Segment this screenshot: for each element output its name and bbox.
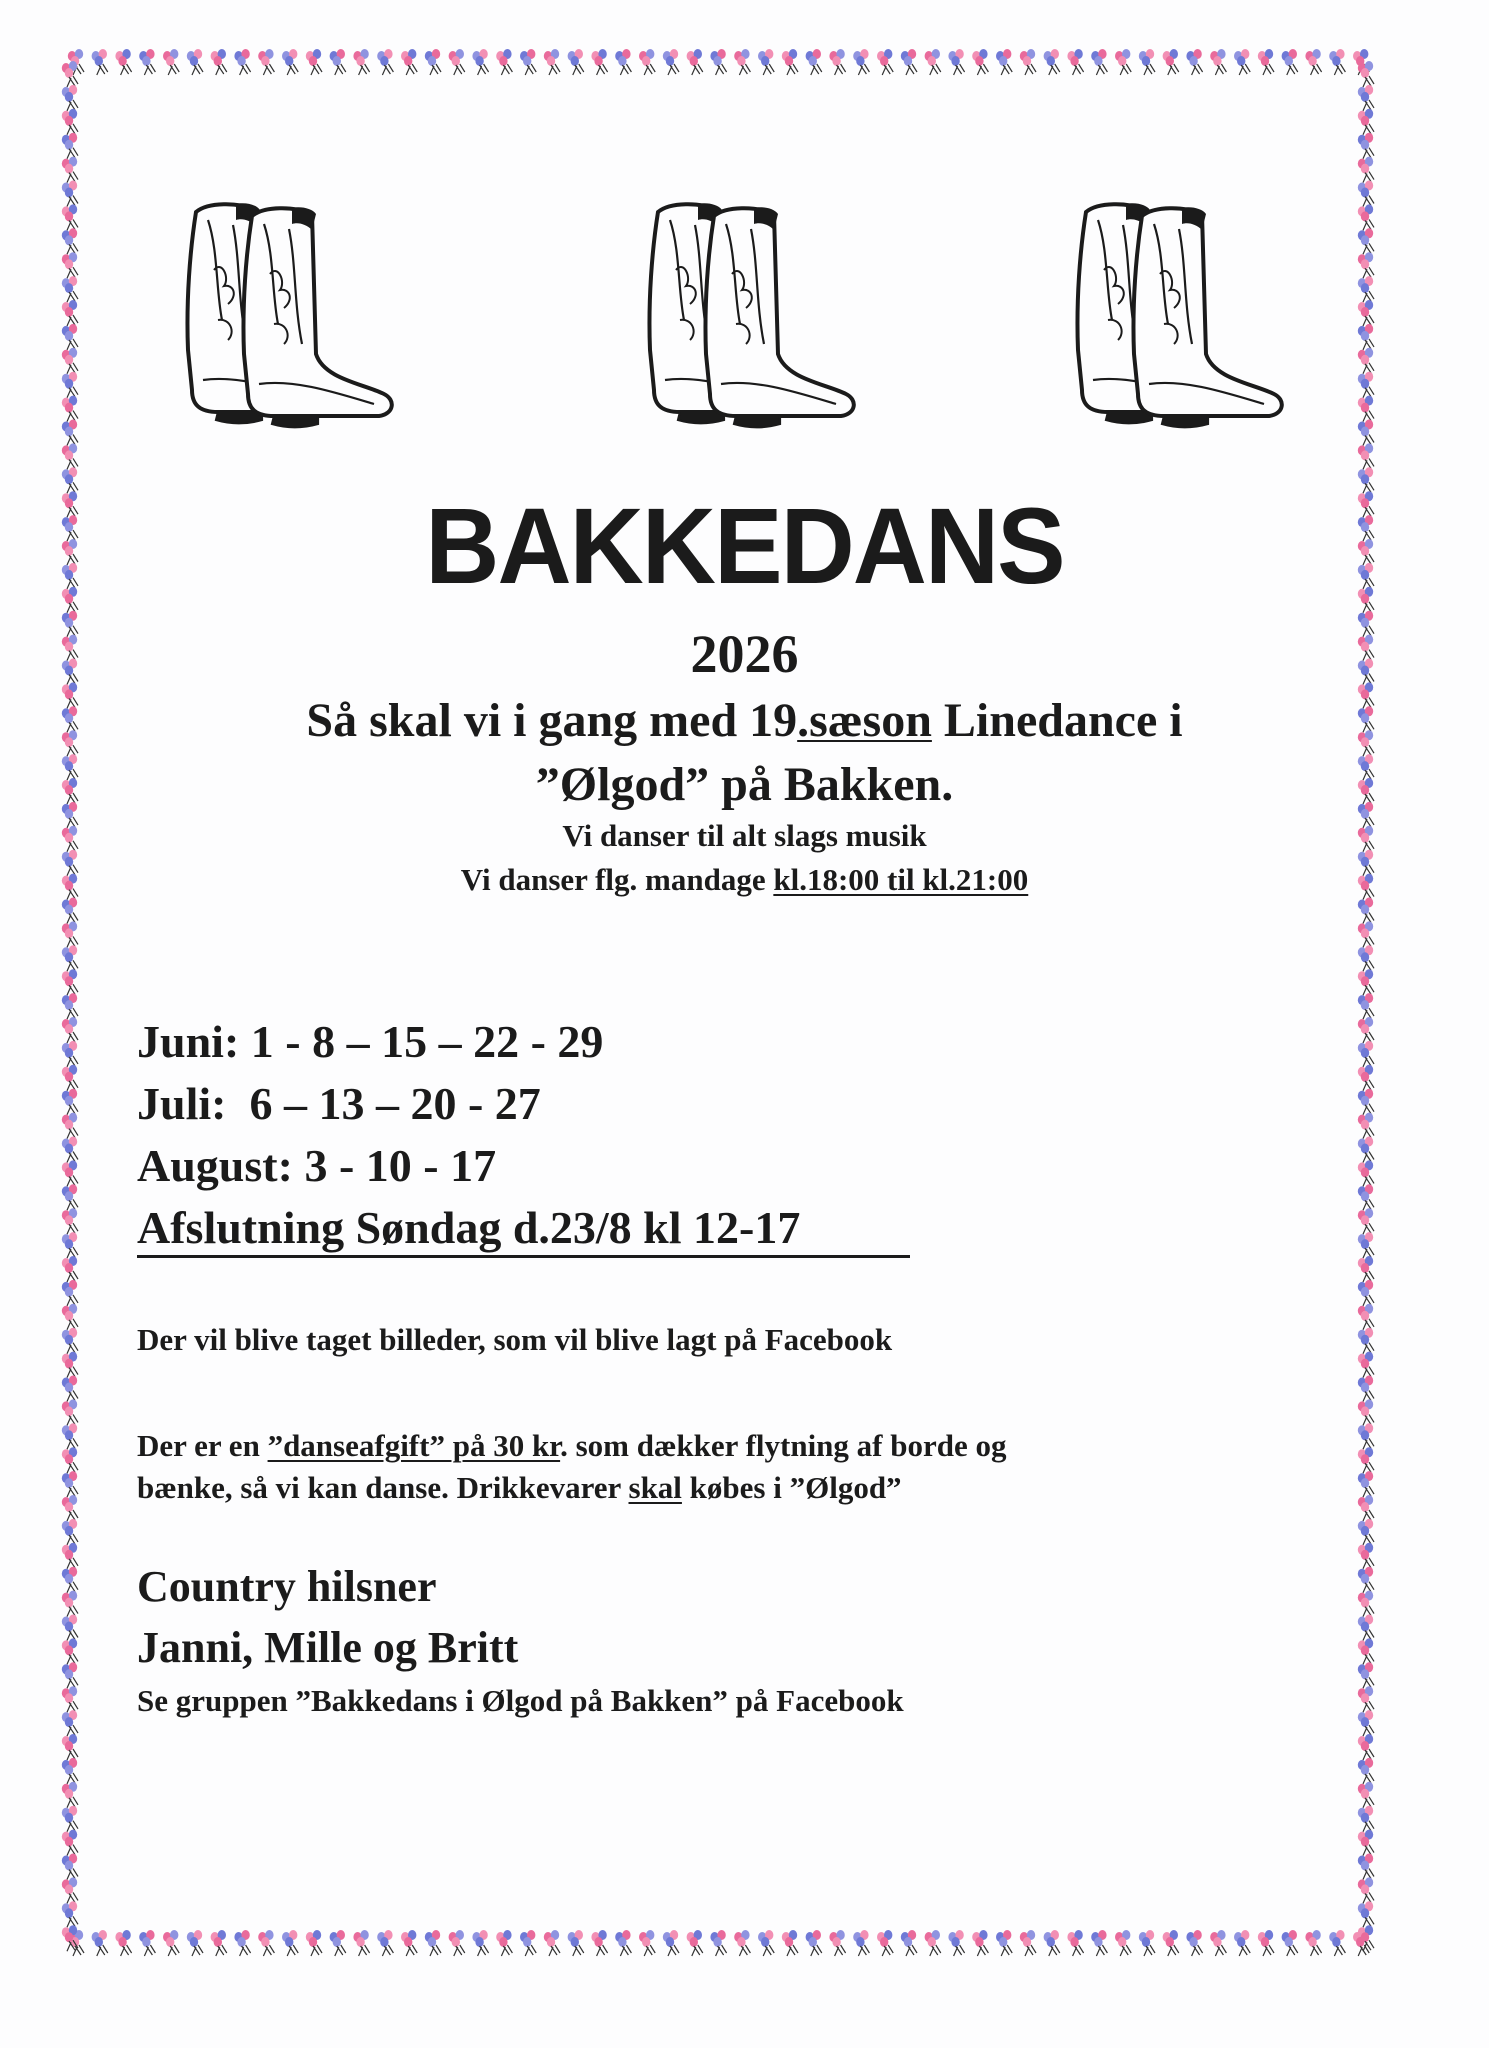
balloon-icon [568, 49, 584, 75]
balloon-icon [62, 252, 78, 278]
cowboy-boots-icon [168, 190, 408, 440]
season-year: 2026 [690, 624, 799, 684]
balloon-icon [1358, 1089, 1374, 1115]
balloon-icon [948, 1930, 964, 1956]
balloon-icon [62, 1854, 78, 1880]
dates-row-august [137, 1139, 496, 1192]
balloon-icon [1358, 1184, 1374, 1210]
balloon-icon [996, 1930, 1012, 1956]
balloon-icon [1358, 61, 1374, 87]
balloon-icon [1210, 49, 1226, 75]
balloon-icon [115, 1930, 131, 1956]
balloon-icon [62, 1638, 78, 1664]
balloon-icon [187, 1930, 203, 1956]
balloon-icon [734, 1930, 750, 1956]
balloon-icon [615, 49, 631, 75]
balloon-icon [829, 1930, 845, 1956]
balloon-icon [62, 1734, 78, 1760]
balloon-icon [62, 324, 78, 350]
balloon-icon [62, 1232, 78, 1258]
balloon-icon [877, 1930, 893, 1956]
balloon-icon [639, 1930, 655, 1956]
balloon-icon [1020, 49, 1036, 75]
balloon-icon [782, 1930, 798, 1956]
balloon-icon [1358, 1638, 1374, 1664]
balloon-icon [1358, 348, 1374, 374]
balloon-icon [62, 181, 78, 207]
balloon-icon [234, 1930, 250, 1956]
balloon-icon [568, 1930, 584, 1956]
fee-text: Der er en [137, 1428, 268, 1463]
balloon-icon [62, 1065, 78, 1091]
closing-underline [137, 1255, 910, 1258]
balloon-icon [62, 300, 78, 326]
balloon-icon [1358, 1710, 1374, 1736]
balloon-icon [1358, 1352, 1374, 1378]
balloon-icon [1358, 300, 1374, 326]
balloon-icon [62, 396, 78, 422]
balloon-icon [544, 49, 560, 75]
balloon-icon [1358, 1615, 1374, 1641]
balloon-icon [62, 133, 78, 159]
balloon-icon [62, 1662, 78, 1688]
music-line: Vi danser til alt slags musik [562, 818, 927, 853]
balloon-icon [62, 1280, 78, 1306]
balloon-icon [1358, 898, 1374, 924]
balloon-icon [401, 1930, 417, 1956]
balloon-icon [972, 1930, 988, 1956]
season-word: .sæson [797, 694, 932, 747]
balloon-icon [62, 1877, 78, 1903]
balloon-icon [615, 1930, 631, 1956]
drinks-must: skal [628, 1470, 682, 1505]
month-label: Juli: [137, 1078, 227, 1129]
balloon-icon [1358, 276, 1374, 302]
balloon-icon [62, 1256, 78, 1282]
balloon-icon [1358, 443, 1374, 469]
balloon-icon [472, 1930, 488, 1956]
balloon-icon [211, 49, 227, 75]
balloon-icon [62, 898, 78, 924]
balloon-icon [62, 1447, 78, 1473]
balloon-icon [1358, 1758, 1374, 1784]
balloon-icon [663, 1930, 679, 1956]
balloon-icon [62, 1113, 78, 1139]
balloon-icon [591, 1930, 607, 1956]
balloon-icon [62, 993, 78, 1019]
balloon-icon [62, 443, 78, 469]
balloon-icon [1282, 1930, 1298, 1956]
balloon-icon [806, 1930, 822, 1956]
balloon-icon [62, 1543, 78, 1569]
balloon-icon [62, 228, 78, 254]
balloon-icon [1358, 1495, 1374, 1521]
balloon-icon [234, 49, 250, 75]
balloon-icon [1358, 181, 1374, 207]
month-label: August: [137, 1140, 293, 1191]
balloon-icon [62, 1830, 78, 1856]
balloon-icon [330, 49, 346, 75]
balloon-icon [1044, 1930, 1060, 1956]
balloon-icon [1358, 1734, 1374, 1760]
balloon-icon [901, 1930, 917, 1956]
balloon-icon [520, 49, 536, 75]
intro-line-1 [0, 693, 1489, 748]
balloon-icon [1358, 1376, 1374, 1402]
schedule-line [0, 862, 1489, 898]
balloon-icon [1305, 49, 1321, 75]
balloon-icon [92, 49, 108, 75]
balloon-icon [1358, 1399, 1374, 1425]
balloon-icon [62, 61, 78, 87]
balloon-icon [62, 1137, 78, 1163]
balloon-icon [520, 1930, 536, 1956]
balloon-icon [1067, 1930, 1083, 1956]
balloon-icon [92, 1930, 108, 1956]
balloon-icon [639, 49, 655, 75]
balloon-icon [449, 49, 465, 75]
balloon-icon [1358, 1901, 1374, 1927]
balloon-icon [1358, 1543, 1374, 1569]
intro-line-2: ”Ølgod” på Bakken. [535, 758, 954, 811]
balloon-icon [806, 49, 822, 75]
drinks-text-end: købes i ”Ølgod” [681, 1470, 902, 1505]
balloon-icon [687, 49, 703, 75]
balloon-icon [62, 1519, 78, 1545]
fee-text-end: . som dækker flytning af borde og [560, 1428, 1007, 1463]
balloon-icon [139, 49, 155, 75]
balloon-icon [62, 1041, 78, 1067]
cowboy-boots-icon [1058, 190, 1298, 440]
balloon-icon [258, 49, 274, 75]
balloon-icon [62, 109, 78, 135]
balloon-icon [1358, 1113, 1374, 1139]
balloon-icon [62, 420, 78, 446]
balloon-icon [62, 372, 78, 398]
balloon-icon [996, 49, 1012, 75]
balloon-icon [62, 1017, 78, 1043]
balloon-icon [1282, 49, 1298, 75]
balloon-icon [62, 1567, 78, 1593]
balloon-icon [377, 1930, 393, 1956]
balloon-icon [1358, 396, 1374, 422]
balloon-icon [62, 969, 78, 995]
balloon-icon [1358, 372, 1374, 398]
balloon-border-left [58, 60, 88, 1958]
balloon-icon [1358, 969, 1374, 995]
balloon-icon [62, 1423, 78, 1449]
balloon-icon [853, 1930, 869, 1956]
balloon-icon [1358, 1925, 1374, 1951]
cowboy-boots-icon [630, 190, 870, 440]
closing-event: Afslutning Søndag d.23/8 kl 12-17 [137, 1202, 801, 1253]
balloon-icon [353, 1930, 369, 1956]
balloon-icon [377, 49, 393, 75]
balloon-icon [1358, 1232, 1374, 1258]
balloon-icon [62, 1758, 78, 1784]
balloon-icon [1358, 1017, 1374, 1043]
balloon-icon [1358, 324, 1374, 350]
balloon-icon [710, 1930, 726, 1956]
balloon-icon [829, 49, 845, 75]
balloon-icon [1115, 49, 1131, 75]
balloon-icon [425, 49, 441, 75]
balloon-icon [1234, 49, 1250, 75]
balloon-border-top [64, 46, 1374, 80]
balloon-icon [1358, 1137, 1374, 1163]
balloon-icon [62, 1184, 78, 1210]
balloon-icon [1163, 1930, 1179, 1956]
balloon-icon [1044, 49, 1060, 75]
balloon-icon [425, 1930, 441, 1956]
balloon-icon [1186, 1930, 1202, 1956]
balloon-icon [1358, 1447, 1374, 1473]
balloon-icon [1358, 921, 1374, 947]
balloon-icon [353, 49, 369, 75]
balloon-icon [62, 467, 78, 493]
balloon-icon [187, 49, 203, 75]
month-days: 6 – 13 – 20 - 27 [226, 1078, 541, 1129]
balloon-icon [62, 1089, 78, 1115]
balloon-icon [1091, 49, 1107, 75]
balloon-icon [62, 1376, 78, 1402]
signers: Janni, Mille og Britt [137, 1623, 519, 1672]
balloon-icon [1358, 1471, 1374, 1497]
balloon-icon [1358, 945, 1374, 971]
dates-row-june [137, 1015, 603, 1068]
balloon-icon [1358, 109, 1374, 135]
fee-note-line-2 [137, 1470, 902, 1506]
balloon-icon [62, 1352, 78, 1378]
balloon-border-right [1354, 60, 1384, 1958]
balloon-icon [1258, 1930, 1274, 1956]
balloon-icon [62, 1591, 78, 1617]
balloon-icon [62, 157, 78, 183]
balloon-icon [1329, 1930, 1345, 1956]
balloon-icon [1358, 1567, 1374, 1593]
balloon-icon [1358, 1065, 1374, 1091]
balloon-icon [1358, 1208, 1374, 1234]
balloon-icon [1358, 1041, 1374, 1067]
balloon-icon [62, 1304, 78, 1330]
balloon-icon [62, 1495, 78, 1521]
balloon-icon [62, 1901, 78, 1927]
balloon-icon [1358, 1519, 1374, 1545]
balloon-icon [1210, 1930, 1226, 1956]
greeting: Country hilsner [137, 1562, 437, 1611]
balloon-icon [1186, 49, 1202, 75]
balloon-icon [449, 1930, 465, 1956]
balloon-icon [496, 1930, 512, 1956]
balloon-icon [782, 49, 798, 75]
balloon-icon [925, 49, 941, 75]
balloon-icon [1358, 133, 1374, 159]
balloon-icon [1358, 85, 1374, 111]
poster-title: BAKKEDANS [425, 485, 1064, 606]
balloon-icon [139, 1930, 155, 1956]
balloon-icon [306, 1930, 322, 1956]
balloon-icon [901, 49, 917, 75]
month-days: 1 - 8 – 15 – 22 - 29 [239, 1016, 604, 1067]
balloon-icon [472, 49, 488, 75]
balloon-icon [972, 49, 988, 75]
balloon-icon [1067, 49, 1083, 75]
balloon-icon [1358, 1782, 1374, 1808]
intro-text-end: Linedance i [931, 694, 1183, 747]
balloon-icon [62, 1399, 78, 1425]
balloon-icon [1358, 204, 1374, 230]
balloon-icon [62, 945, 78, 971]
balloon-icon [62, 921, 78, 947]
balloon-icon [925, 1930, 941, 1956]
balloon-icon [306, 49, 322, 75]
balloon-icon [1358, 1423, 1374, 1449]
balloon-icon [1139, 1930, 1155, 1956]
balloon-icon [1163, 49, 1179, 75]
dates-row-july [137, 1077, 541, 1130]
balloon-icon [62, 1782, 78, 1808]
schedule-time: kl.18:00 til kl.21:00 [773, 862, 1029, 897]
month-label: Juni: [137, 1016, 240, 1067]
month-days: 3 - 10 - 17 [292, 1140, 497, 1191]
balloon-icon [496, 49, 512, 75]
balloon-icon [163, 49, 179, 75]
balloon-icon [1358, 1591, 1374, 1617]
balloon-icon [62, 1328, 78, 1354]
facebook-group-note: Se gruppen ”Bakkedans i Ølgod på Bakken” på Facebook [137, 1683, 904, 1718]
balloon-icon [687, 1930, 703, 1956]
balloon-icon [1358, 1160, 1374, 1186]
balloon-icon [62, 1710, 78, 1736]
balloon-icon [62, 1806, 78, 1832]
balloon-icon [948, 49, 964, 75]
balloon-icon [1358, 1328, 1374, 1354]
balloon-icon [163, 1930, 179, 1956]
balloon-icon [401, 49, 417, 75]
balloon-icon [544, 1930, 560, 1956]
balloon-icon [1358, 157, 1374, 183]
balloon-icon [1139, 49, 1155, 75]
balloon-icon [62, 1160, 78, 1186]
intro-text: Så skal vi i gang med 19 [306, 694, 798, 747]
balloon-icon [1258, 49, 1274, 75]
balloon-icon [282, 1930, 298, 1956]
balloon-icon [62, 1686, 78, 1712]
balloon-icon [62, 204, 78, 230]
balloon-icon [758, 1930, 774, 1956]
drinks-text: bænke, så vi kan danse. Drikkevarer [137, 1470, 629, 1505]
balloon-icon [1358, 1806, 1374, 1832]
schedule-text: Vi danser flg. mandage [460, 862, 774, 897]
fee-note-line-1 [137, 1428, 1007, 1464]
balloon-icon [1358, 1256, 1374, 1282]
balloon-icon [1358, 1304, 1374, 1330]
balloon-icon [1091, 1930, 1107, 1956]
balloon-icon [591, 49, 607, 75]
fee-amount: ”danseafgift” på 30 kr [267, 1428, 561, 1463]
balloon-icon [1305, 1930, 1321, 1956]
balloon-icon [211, 1930, 227, 1956]
balloon-icon [1115, 1930, 1131, 1956]
balloon-icon [330, 1930, 346, 1956]
balloon-icon [1358, 1686, 1374, 1712]
balloon-icon [1358, 1662, 1374, 1688]
balloon-icon [758, 49, 774, 75]
balloon-icon [663, 49, 679, 75]
balloon-icon [1358, 228, 1374, 254]
balloon-icon [1358, 1854, 1374, 1880]
balloon-icon [1358, 467, 1374, 493]
balloon-icon [62, 85, 78, 111]
balloon-icon [1329, 49, 1345, 75]
balloon-icon [734, 49, 750, 75]
balloon-icon [62, 1615, 78, 1641]
balloon-icon [1358, 1830, 1374, 1856]
balloon-icon [1020, 1930, 1036, 1956]
balloon-icon [1358, 1280, 1374, 1306]
balloon-icon [282, 49, 298, 75]
balloon-icon [62, 276, 78, 302]
balloon-icon [1358, 252, 1374, 278]
balloon-icon [710, 49, 726, 75]
balloon-icon [62, 1208, 78, 1234]
balloon-icon [62, 348, 78, 374]
balloon-icon [877, 49, 893, 75]
balloon-icon [62, 1471, 78, 1497]
balloon-icon [1358, 420, 1374, 446]
balloon-icon [62, 1925, 78, 1951]
balloon-border-bottom [64, 1927, 1374, 1961]
balloon-icon [1358, 1877, 1374, 1903]
balloon-icon [115, 49, 131, 75]
photos-note: Der vil blive taget billeder, som vil blive lagt på Facebook [137, 1322, 893, 1357]
balloon-icon [853, 49, 869, 75]
balloon-icon [1358, 993, 1374, 1019]
balloon-icon [258, 1930, 274, 1956]
balloon-icon [1234, 1930, 1250, 1956]
